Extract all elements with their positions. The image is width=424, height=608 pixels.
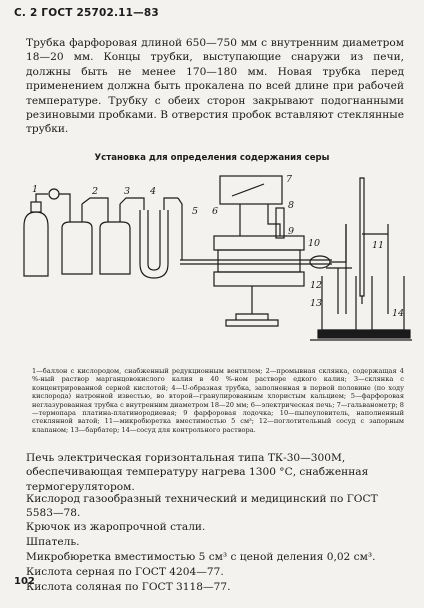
absorption-vessel [322, 224, 356, 330]
figure-title: Установка для определения содержания серы [94, 153, 330, 163]
label-12: 12 [310, 280, 323, 291]
label-8: 8 [288, 200, 295, 211]
microburette [360, 178, 364, 304]
label-13: 13 [310, 298, 323, 309]
label-9: 9 [288, 226, 295, 237]
label-7: 7 [286, 174, 293, 185]
label-10: 10 [308, 238, 321, 249]
page-header: С. 2 ГОСТ 25702.11—83 [14, 7, 159, 19]
label-4: 4 [150, 186, 157, 197]
label-3: 3 [124, 186, 131, 197]
list-item: Микробюретка вместимостью 5 см³ с ценой деления 0,02 см³. [26, 551, 376, 563]
oxygen-cylinder [24, 189, 59, 276]
u-tube [120, 198, 178, 278]
apparatus-diagram [0, 164, 424, 364]
label-5: 5 [192, 206, 199, 217]
list-item: Кислород газообразный технический и медицинский по ГОСТ 5583—78. [26, 493, 378, 520]
list-item: Печь электрическая горизонтальная типа ТК-30—300М, обеспечивающая температуру нагрева 1300 °С, снабженная термогерулятором. [26, 452, 369, 493]
list-item: Кислота серная по ГОСТ 4204—77. [26, 566, 224, 578]
figure-legend: 1—баллон с кислородом, снабженный редукционным вентилем; 2—промывная склянка, содержащая 4 %-ный раствор марганцовокислого калия в 40 %-ном растворе едкого калия; 3—склянка с концентрированной серной кислотой; 4—U-образная трубка, заполненная в первой половине (по ходу кислорода) натронной известью, во второй—гранулированным хлористым кальцием; 5—фарфоровая неглазурованная трубка с внутренним диаметром 18—20 мм; 6—электрическая печь; 7—гальванометр; 8—термопара платина-платинородиевая; 9 фарфоровая лодочка; 10—пылеуловитель, наполненный стеклянной ватой; 11—микробюретка вместимостью 5 см³; 12—поглотительный сосуд с запорным клапаном; 13—барбатер; 14—сосуд для контрольного раствора. [32, 367, 404, 434]
list-item: Кислота соляная по ГОСТ 3118—77. [26, 581, 231, 593]
label-11: 11 [372, 240, 385, 251]
list-item: Крючок из жаропрочной стали. [26, 521, 206, 533]
label-1: 1 [32, 184, 39, 195]
label-6: 6 [212, 206, 219, 217]
label-14: 14 [392, 308, 405, 319]
label-2: 2 [92, 186, 99, 197]
galvanometer [220, 176, 282, 236]
electric-furnace [178, 198, 332, 326]
wash-bottle [59, 194, 92, 274]
page-number: 102 [14, 576, 35, 587]
sulfuric-acid-bottle [82, 198, 130, 274]
intro-paragraph: Трубка фарфоровая длиной 650—750 мм с внутренним диаметром 18—20 мм. Концы трубки, выступающие снаружи из печи, должны быть не менее 170—180 мм. Новая трубка перед применением должна быть прокалена по всей длине при рабочей температуре. Трубку с обеих сторон закрывают подогнанными резиновыми пробками. В отверстия пробок вставляют стеклянные трубки. [26, 37, 404, 136]
list-item: Шпатель. [26, 536, 80, 548]
